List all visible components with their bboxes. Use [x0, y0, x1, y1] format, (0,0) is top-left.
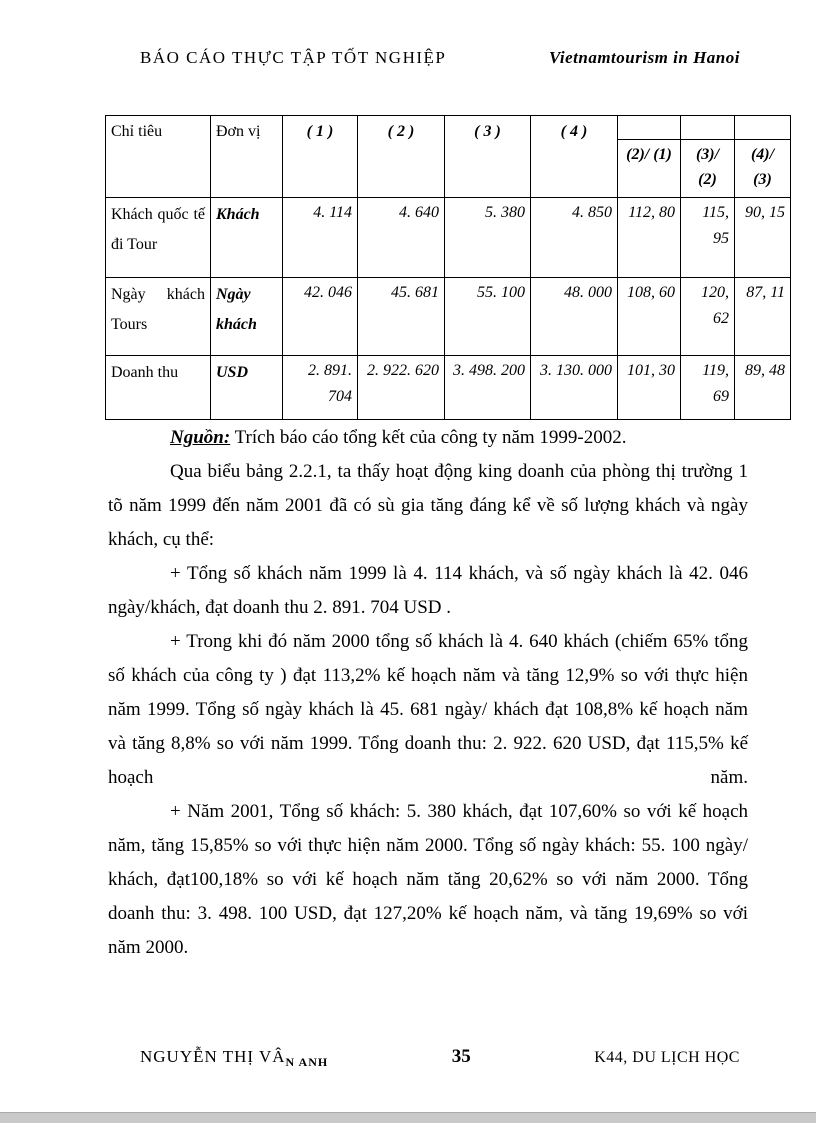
paragraph-line: ngày/khách, đạt doanh thu 2. 891. 704 USD . — [108, 597, 452, 618]
header-spacer — [681, 116, 735, 140]
paragraph-line: khách, đạt100,18% so với kế hoạch năm tăng 20,62% so với năm 2000. Tổng — [108, 869, 748, 890]
ratio-line: (2)/ (1) — [626, 146, 672, 163]
paragraph-line: năm, tăng 15,85% so với thực hiện năm 2000. Tổng số ngày khách: 55. 100 ngày/ — [108, 835, 748, 856]
page-footer — [140, 1046, 740, 1068]
table-cell: 55. 100 — [445, 278, 531, 356]
paragraph-line: số khách của công ty ) đạt 113,2% kế hoạch năm và tăng 12,9% so với thực hiện — [108, 665, 748, 686]
source-text: Trích báo cáo tổng kết của công ty năm 1999-2002. — [234, 427, 627, 448]
paragraph-line: doanh thu: 3. 498. 100 USD, đạt 127,20% kế hoạch năm, và tăng 19,69% so với — [108, 903, 748, 924]
header-spacer — [618, 116, 681, 140]
table-cell: 2. 891. 704 — [283, 356, 358, 420]
page-bottom-edge — [0, 1112, 816, 1123]
table-cell: 48. 000 — [531, 278, 618, 356]
table-row — [106, 278, 791, 356]
table-cell: 119, 69 — [681, 356, 735, 420]
row-label: Doanh thu — [106, 356, 211, 420]
header-spacer — [735, 116, 791, 140]
table-row — [106, 198, 791, 278]
paragraph-line: Qua biểu bảng 2.2.1, ta thấy hoạt động king doanh của phòng thị trường 1 — [170, 461, 748, 482]
row-unit: Ngày khách — [211, 278, 283, 356]
ratio-line: (2) — [698, 171, 717, 188]
col-header-criteria: Chỉ tiêu — [106, 116, 211, 198]
col-header-1: ( 1 ) — [283, 116, 358, 198]
source-label: Nguồn: — [170, 427, 231, 448]
table-cell: 42. 046 — [283, 278, 358, 356]
col-header-unit: Đơn vị — [211, 116, 283, 198]
col-header-4: ( 4 ) — [531, 116, 618, 198]
paragraph-line: và tăng 8,8% so với năm 1999. Tổng doanh thu: 2. 922. 620 USD, đạt 115,5% kế — [108, 733, 748, 754]
table-cell: 89, 48 — [735, 356, 791, 420]
col-header-ratio-2-1 — [618, 140, 681, 198]
table-cell: 101, 30 — [618, 356, 681, 420]
table-cell: 3. 130. 000 — [531, 356, 618, 420]
table-cell: 90, 15 — [735, 198, 791, 278]
body-text — [108, 421, 748, 965]
paragraph-line: hoạch năm. — [108, 767, 748, 788]
col-header-3: ( 3 ) — [445, 116, 531, 198]
table-cell: 112, 80 — [618, 198, 681, 278]
table-cell: 4. 850 — [531, 198, 618, 278]
table-cell: 120, 62 — [681, 278, 735, 356]
row-unit: USD — [211, 356, 283, 420]
table-cell: 108, 60 — [618, 278, 681, 356]
page-header — [140, 48, 740, 68]
paragraph-line: + Năm 2001, Tổng số khách: 5. 380 khách, đạt 107,60% so với kế hoạch — [170, 801, 748, 822]
col-header-ratio-3-2 — [681, 140, 735, 198]
page-number: 35 — [451, 1046, 471, 1067]
paragraph-line: năm 2000. — [108, 937, 189, 958]
source-line — [108, 421, 748, 455]
table-row — [106, 356, 791, 420]
table-cell: 4. 640 — [358, 198, 445, 278]
paragraph-line: tõ năm 1999 đến năm 2001 đã có sù gia tăng đáng kể về số lượng khách và ngày — [108, 495, 748, 516]
paragraph-line: năm 1999. Tổng số ngày khách là 45. 681 ngày/ khách đạt 108,8% kế hoạch năm — [108, 699, 748, 720]
ratio-line: (4)/ — [750, 146, 775, 163]
table-cell: 4. 114 — [283, 198, 358, 278]
ratio-line: (3)/ — [695, 146, 720, 163]
table-cell: 3. 498. 200 — [445, 356, 531, 420]
table-cell: 5. 380 — [445, 198, 531, 278]
col-header-ratio-4-3 — [735, 140, 791, 198]
row-label: Khách quốc tế đi Tour — [106, 198, 211, 278]
col-header-2: ( 2 ) — [358, 116, 445, 198]
table-cell: 2. 922. 620 — [358, 356, 445, 420]
table-cell: 87, 11 — [735, 278, 791, 356]
paragraph-line: + Trong khi đó năm 2000 tổng số khách là 4. 640 khách (chiếm 65% tổng — [170, 631, 748, 652]
table-cell: 45. 681 — [358, 278, 445, 356]
footer-author-suffix: N ANH — [285, 1055, 329, 1069]
row-unit: Khách — [211, 198, 283, 278]
row-label: Ngày khách Tours — [106, 278, 211, 356]
footer-author-main: NGUYỄN THỊ VÂ — [140, 1047, 286, 1066]
header-left-title: BÁO CÁO THỰC TẬP TỐT NGHIỆP — [140, 48, 447, 67]
paragraph-line: khách, cụ thể: — [108, 529, 215, 550]
footer-author — [140, 1047, 328, 1067]
ratio-line: (3) — [753, 171, 772, 188]
paragraph-line: + Tổng số khách năm 1999 là 4. 114 khách, và số ngày khách là 42. 046 — [170, 563, 748, 584]
footer-course: K44, DU LỊCH HỌC — [594, 1049, 740, 1066]
header-right-title: Vietnamtourism in Hanoi — [548, 48, 740, 67]
report-table — [105, 115, 791, 420]
table-cell: 115, 95 — [681, 198, 735, 278]
